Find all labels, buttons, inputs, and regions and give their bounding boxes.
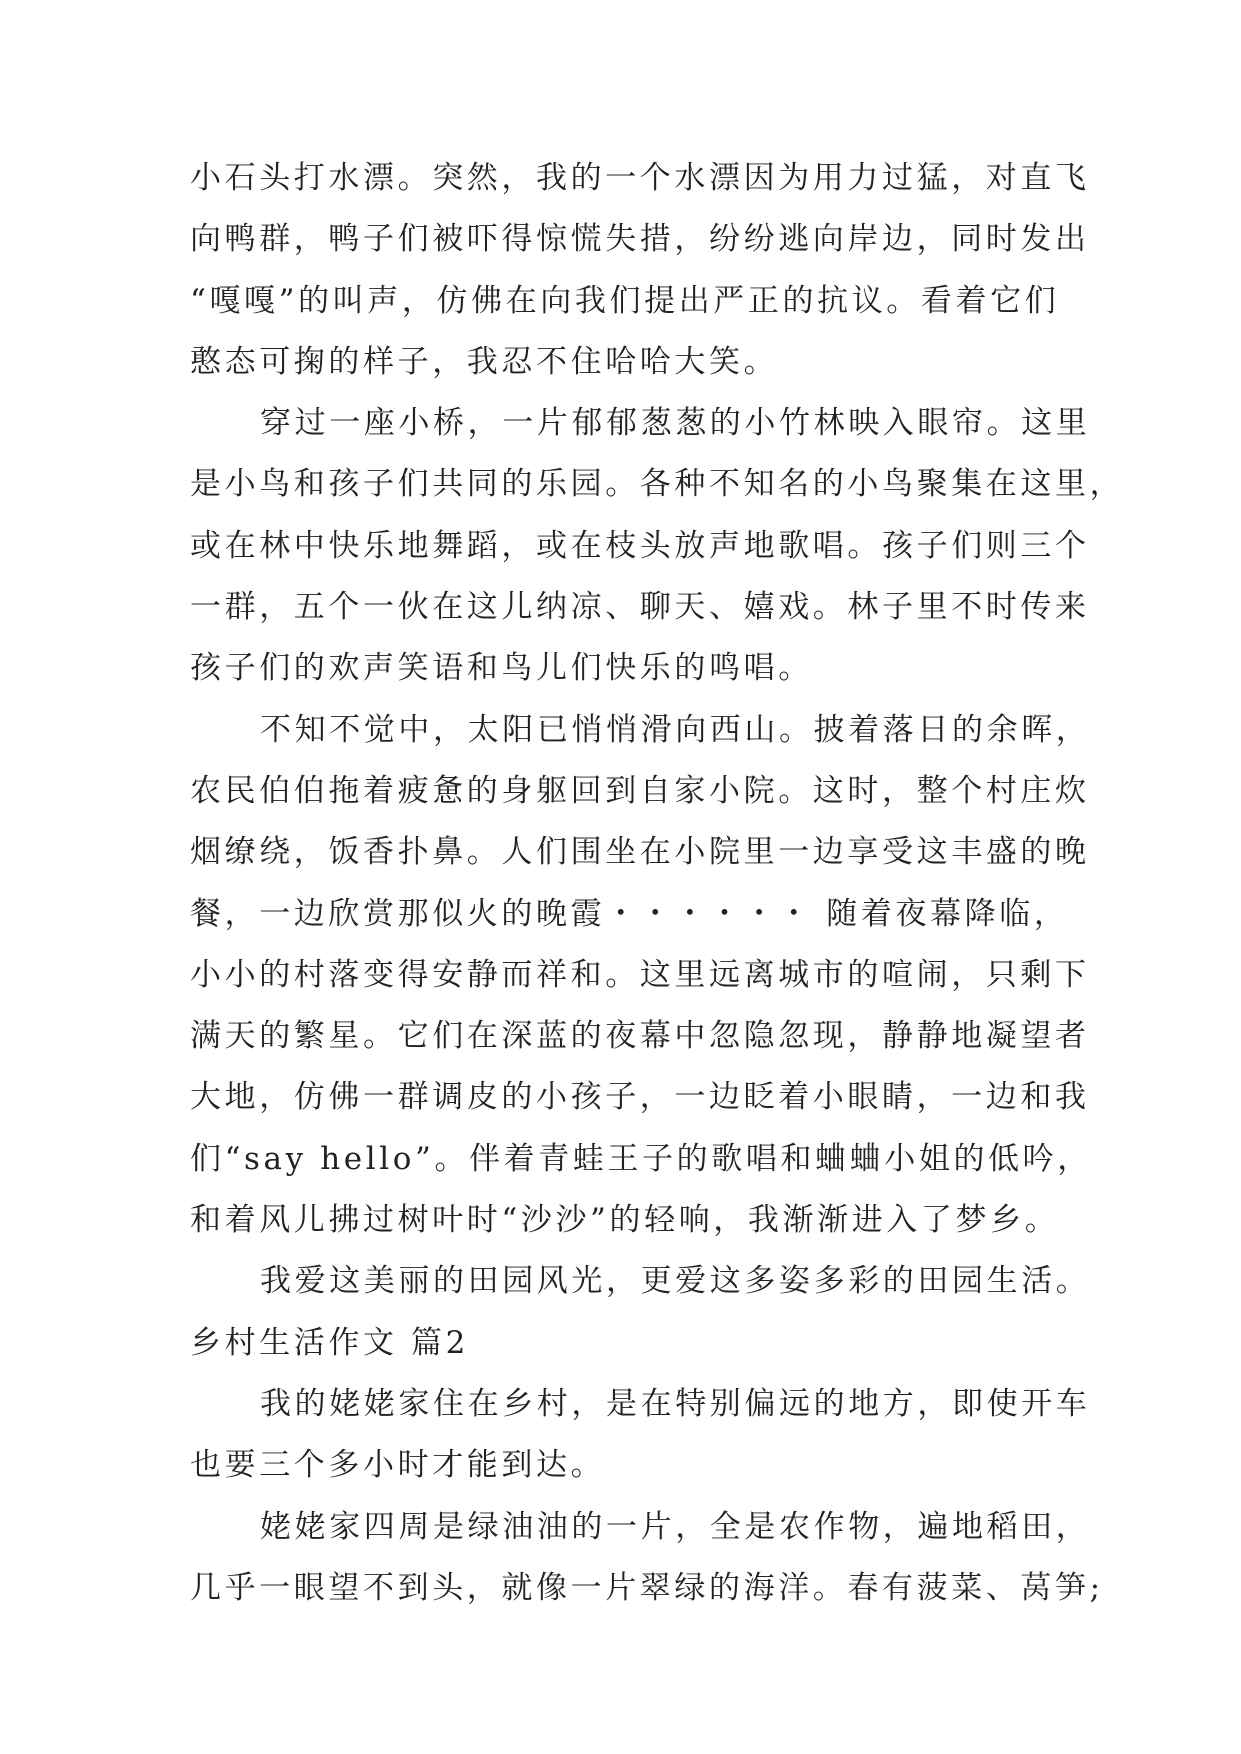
- section-heading: 乡村生活作文 篇2: [190, 1324, 469, 1361]
- text-line: 是小鸟和孩子们共同的乐园。各种不知名的小鸟聚集在这里，: [190, 466, 1125, 503]
- paragraph-start-line: 姥姥家四周是绿油油的一片，全是农作物，遍地稻田，: [260, 1508, 1091, 1545]
- text-line: 憨态可掬的样子，我忍不住哈哈大笑。: [190, 343, 779, 380]
- text-line: 向鸭群，鸭子们被吓得惊慌失措，纷纷逃向岸边，同时发出: [190, 221, 1090, 258]
- text-line: “嘎嘎”的叫声，仿佛在向我们提出严正的抗议。看着它们: [190, 282, 1060, 319]
- text-line: 或在林中快乐地舞蹈，或在枝头放声地歌唱。孩子们则三个: [190, 527, 1090, 564]
- text-line: 餐，一边欣赏那似火的晚霞・・・・・・ 随着夜幕降临，: [190, 895, 1069, 932]
- text-line: 小小的村落变得安静而祥和。这里远离城市的喧闹，只剩下: [190, 956, 1090, 993]
- text-line: 大地，仿佛一群调皮的小孩子，一边眨着小眼睛，一边和我: [190, 1079, 1090, 1116]
- paragraph-start-line: 我的姥姥家住在乡村，是在特别偏远的地方，即使开车: [260, 1385, 1091, 1422]
- paragraph-start-line: 我爱这美丽的田园风光，更爱这多姿多彩的田园生活。: [260, 1263, 1091, 1300]
- text-line: 孩子们的欢声笑语和鸟儿们快乐的鸣唱。: [190, 650, 813, 687]
- text-line: 农民伯伯拖着疲惫的身躯回到自家小院。这时，整个村庄炊: [190, 772, 1090, 809]
- text-line: 几乎一眼望不到头，就像一片翠绿的海洋。春有菠菜、莴笋;: [190, 1569, 1104, 1606]
- text-line: 和着风儿拂过树叶时“沙沙”的轻响，我渐渐进入了梦乡。: [190, 1202, 1060, 1239]
- paragraph-start-line: 不知不觉中，太阳已悄悄滑向西山。披着落日的余晖，: [260, 711, 1091, 748]
- text-line: 们“say hello”。伴着青蛙王子的歌唱和蛐蛐小姐的低吟，: [190, 1140, 1092, 1177]
- text-line: 小石头打水漂。突然，我的一个水漂因为用力过猛，对直飞: [190, 160, 1090, 196]
- text-line: 一群，五个一伙在这儿纳凉、聊天、嬉戏。林子里不时传来: [190, 589, 1090, 626]
- paragraph-start-line: 穿过一座小桥，一片郁郁葱葱的小竹林映入眼帘。这里: [260, 405, 1091, 442]
- text-line: 满天的繁星。它们在深蓝的夜幕中忽隐忽现，静静地凝望者: [190, 1018, 1090, 1055]
- article-body: [190, 148, 1125, 1619]
- text-line: 也要三个多小时才能到达。: [190, 1447, 606, 1484]
- text-line: 烟缭绕，饭香扑鼻。人们围坐在小院里一边享受这丰盛的晚: [190, 834, 1090, 871]
